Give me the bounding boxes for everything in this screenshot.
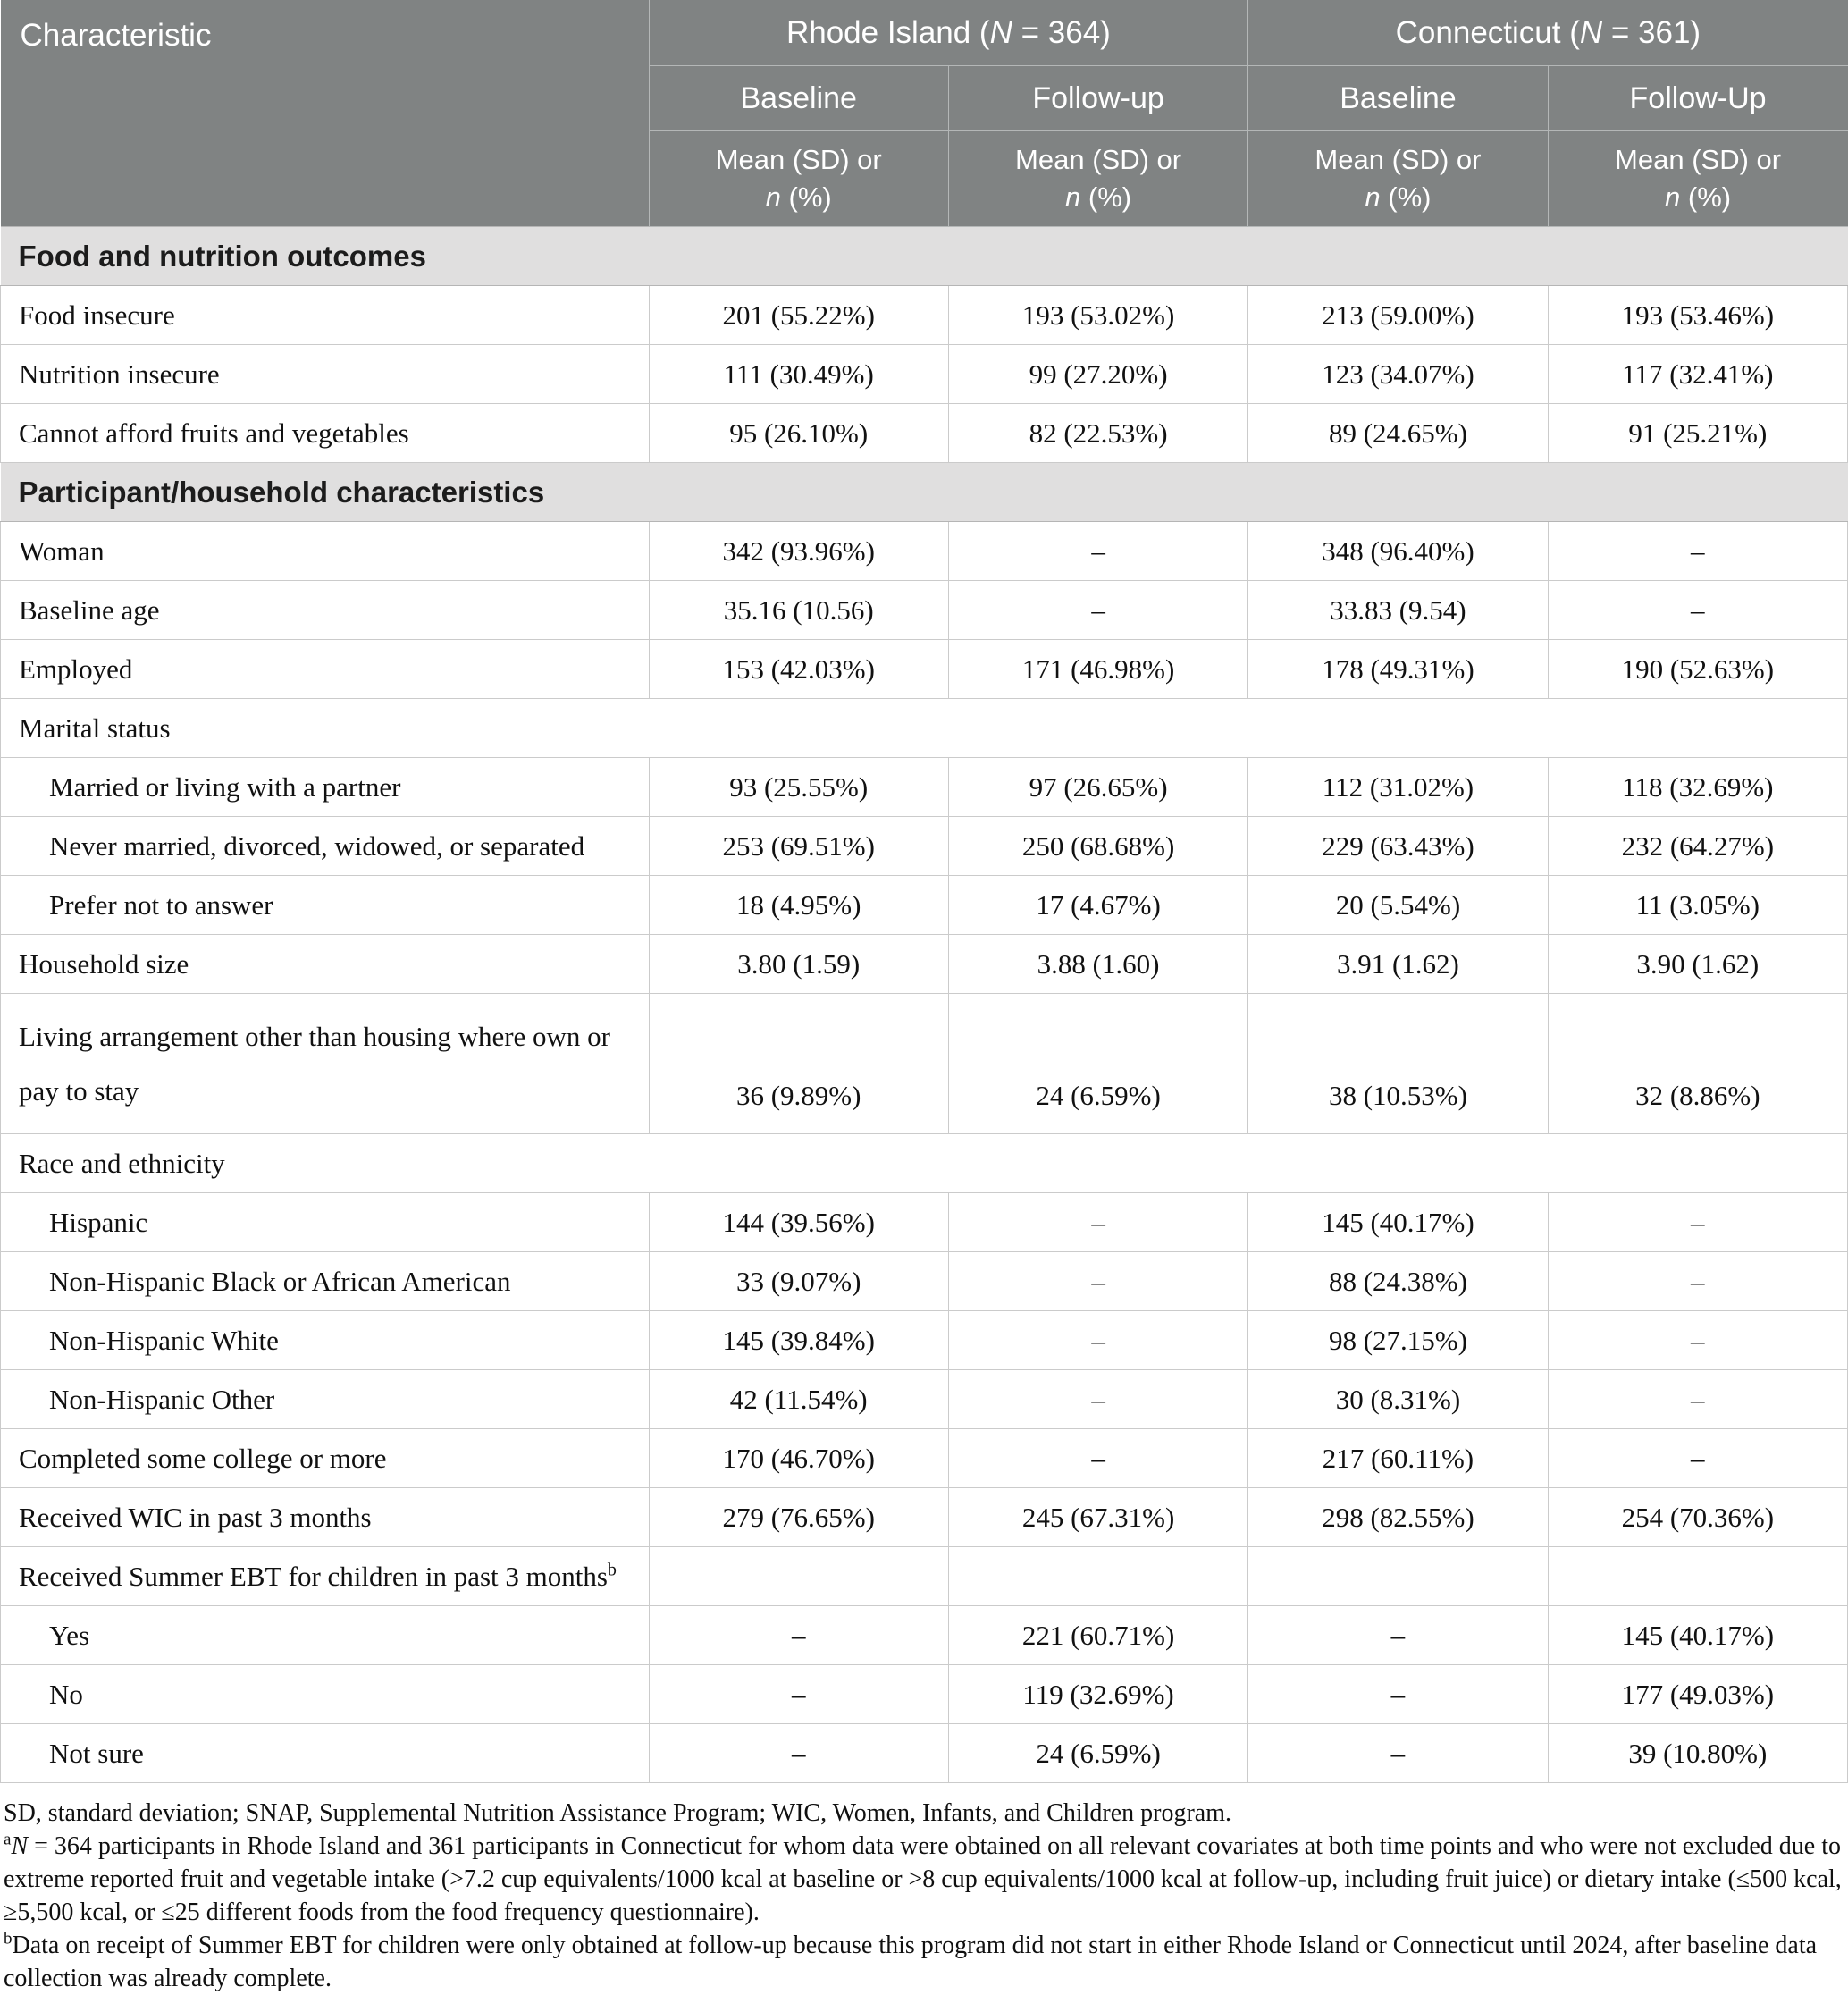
value-cell: 250 (68.68%) [948, 817, 1247, 876]
value-cell: 11 (3.05%) [1548, 876, 1847, 935]
row-label-text: Yes [49, 1619, 90, 1651]
value-cell: 119 (32.69%) [948, 1665, 1247, 1724]
value-cell: 89 (24.65%) [1248, 404, 1548, 463]
value-cell: 99 (27.20%) [948, 345, 1247, 404]
value-cell: 32 (8.86%) [1548, 994, 1847, 1134]
value-cell: 232 (64.27%) [1548, 817, 1847, 876]
row-label [1, 1606, 650, 1665]
row-label [1, 994, 650, 1134]
state-name: Rhode Island ( [785, 14, 990, 50]
footnote-italic-n: N [11, 1832, 29, 1860]
row-label [1, 758, 650, 817]
value-cell: 254 (70.36%) [1548, 1488, 1847, 1547]
value-cell: – [948, 1252, 1247, 1311]
value-cell: – [649, 1606, 948, 1665]
value-cell: 145 (39.84%) [649, 1311, 948, 1370]
table-row [1, 404, 1848, 463]
row-label-text: Non-Hispanic Black or African American [49, 1265, 511, 1297]
value-cell: 42 (11.54%) [649, 1370, 948, 1429]
value-cell: 20 (5.54%) [1248, 876, 1548, 935]
value-cell: 3.80 (1.59) [649, 935, 948, 994]
value-cell [948, 1547, 1247, 1606]
column-header-characteristic: Characteristic [1, 0, 650, 227]
stat-line-1: Mean (SD) or [1315, 144, 1482, 175]
row-label [1, 1252, 650, 1311]
stat-line-2: n (%) [1365, 181, 1432, 213]
table-row [1, 1606, 1848, 1665]
value-cell: 298 (82.55%) [1248, 1488, 1548, 1547]
table-row [1, 1193, 1848, 1252]
row-label [1, 1547, 650, 1606]
value-cell: 145 (40.17%) [1248, 1193, 1548, 1252]
row-label-text: Race and ethnicity [19, 1147, 225, 1179]
table-row [1, 1370, 1848, 1429]
section-header: Participant/household characteristics [1, 463, 1848, 522]
row-label [1, 522, 650, 581]
value-cell: 24 (6.59%) [948, 1724, 1247, 1783]
row-label-text: Living arrangement other than housing where own or pay to stay [19, 1021, 611, 1107]
table-row [1, 640, 1848, 699]
value-cell: 91 (25.21%) [1548, 404, 1847, 463]
value-cell: 30 (8.31%) [1248, 1370, 1548, 1429]
footnotes [0, 1783, 1848, 1995]
row-label-text: Non-Hispanic White [49, 1324, 279, 1356]
row-label [1, 581, 650, 640]
value-cell: 123 (34.07%) [1248, 345, 1548, 404]
value-cell: 97 (26.65%) [948, 758, 1247, 817]
value-cell: 144 (39.56%) [649, 1193, 948, 1252]
row-label-text: Married or living with a partner [49, 770, 401, 803]
column-header-ri-followup: Follow-up [948, 66, 1247, 131]
table-row [1, 817, 1848, 876]
row-label-text: Not sure [49, 1737, 144, 1769]
row-label-text: Cannot afford fruits and vegetables [19, 417, 409, 449]
table-row [1, 345, 1848, 404]
value-cell [649, 1547, 948, 1606]
row-label-text: Baseline age [19, 593, 160, 626]
value-cell: – [1548, 581, 1847, 640]
value-cell: – [649, 1724, 948, 1783]
n-count: = 361) [1602, 14, 1701, 50]
value-cell: – [1548, 1193, 1847, 1252]
table-row [1, 522, 1848, 581]
value-cell: 112 (31.02%) [1248, 758, 1548, 817]
table-row [1, 1488, 1848, 1547]
n-count: = 364) [1012, 14, 1111, 50]
column-header-stat-ri-followup [948, 131, 1247, 227]
value-cell: 348 (96.40%) [1248, 522, 1548, 581]
row-label [1, 1311, 650, 1370]
value-cell: 145 (40.17%) [1548, 1606, 1847, 1665]
value-cell: 201 (55.22%) [649, 286, 948, 345]
row-label [1, 699, 1848, 758]
footnote-marker: a [4, 1830, 12, 1849]
value-cell: 93 (25.55%) [649, 758, 948, 817]
table-row [1, 1547, 1848, 1606]
section-header: Food and nutrition outcomes [1, 227, 1848, 286]
value-cell: 177 (49.03%) [1548, 1665, 1847, 1724]
footnote-text: SD, standard deviation; SNAP, Supplemental Nutrition Assistance Program; WIC, Women, Infants, and Children program. [4, 1799, 1231, 1827]
value-cell: – [948, 1370, 1247, 1429]
value-cell: 193 (53.02%) [948, 286, 1247, 345]
row-label-text: Marital status [19, 711, 171, 744]
value-cell: 118 (32.69%) [1548, 758, 1847, 817]
row-label [1, 1370, 650, 1429]
row-label-text: Employed [19, 652, 133, 685]
row-label [1, 404, 650, 463]
value-cell: 217 (60.11%) [1248, 1429, 1548, 1488]
value-cell: 171 (46.98%) [948, 640, 1247, 699]
footnote-marker: b [4, 1929, 13, 1949]
footnote-text: Data on receipt of Summer EBT for children were only obtained at follow-up because this program did not start in either Rhode Island or Connecticut until 2024, after baseline data collection was already complete. [4, 1932, 1818, 1992]
value-cell [1548, 1547, 1847, 1606]
row-label [1, 286, 650, 345]
value-cell: – [1548, 1429, 1847, 1488]
table-row [1, 935, 1848, 994]
value-cell: 178 (49.31%) [1248, 640, 1548, 699]
footnote-marker: b [607, 1560, 617, 1580]
value-cell: – [1248, 1606, 1548, 1665]
value-cell: – [948, 1193, 1247, 1252]
value-cell: 3.88 (1.60) [948, 935, 1247, 994]
column-header-ri-baseline: Baseline [649, 66, 948, 131]
row-label-text: Food insecure [19, 299, 175, 331]
table-row [1, 758, 1848, 817]
row-label [1, 817, 650, 876]
row-label-text: Household size [19, 947, 189, 980]
row-label [1, 935, 650, 994]
row-label [1, 640, 650, 699]
row-label [1, 1429, 650, 1488]
table-row [1, 994, 1848, 1134]
row-label-text: Never married, divorced, widowed, or separated [49, 829, 585, 862]
value-cell: 221 (60.71%) [948, 1606, 1247, 1665]
footnote-a [4, 1830, 1843, 1929]
row-label-text: Completed some college or more [19, 1442, 387, 1474]
value-cell: – [1248, 1724, 1548, 1783]
stat-line-1: Mean (SD) or [1015, 144, 1182, 175]
value-cell: 39 (10.80%) [1548, 1724, 1847, 1783]
table-row [1, 286, 1848, 345]
row-label [1, 1488, 650, 1547]
value-cell: 3.90 (1.62) [1548, 935, 1847, 994]
stat-line-1: Mean (SD) or [1615, 144, 1782, 175]
row-label-text: Received WIC in past 3 months [19, 1501, 372, 1533]
n-symbol: N [1579, 14, 1603, 50]
value-cell: 24 (6.59%) [948, 994, 1247, 1134]
value-cell: 35.16 (10.56) [649, 581, 948, 640]
table-row [1, 581, 1848, 640]
value-cell: 88 (24.38%) [1248, 1252, 1548, 1311]
row-label [1, 876, 650, 935]
row-label-text: Woman [19, 535, 105, 567]
value-cell: – [649, 1665, 948, 1724]
table-row [1, 1429, 1848, 1488]
n-symbol: N [989, 14, 1012, 50]
value-cell: 253 (69.51%) [649, 817, 948, 876]
value-cell: 95 (26.10%) [649, 404, 948, 463]
stat-line-2: n (%) [1065, 181, 1132, 213]
column-header-stat-ct-followup [1548, 131, 1847, 227]
group-label-row [1, 1134, 1848, 1193]
value-cell: 213 (59.00%) [1248, 286, 1548, 345]
value-cell: – [1548, 1311, 1847, 1370]
table-row [1, 1311, 1848, 1370]
row-label [1, 1665, 650, 1724]
column-header-ct-baseline: Baseline [1248, 66, 1548, 131]
value-cell: – [948, 581, 1247, 640]
value-cell: 117 (32.41%) [1548, 345, 1847, 404]
row-label-text: Received Summer EBT for children in past 3 months [19, 1560, 608, 1592]
row-label [1, 1724, 650, 1783]
group-label-row [1, 699, 1848, 758]
table-row [1, 1665, 1848, 1724]
column-header-rhode-island [649, 0, 1248, 66]
table-body [1, 227, 1848, 1783]
value-cell: 33.83 (9.54) [1248, 581, 1548, 640]
value-cell: 170 (46.70%) [649, 1429, 948, 1488]
row-label-text: Non-Hispanic Other [49, 1383, 275, 1415]
footnote-text: = 364 participants in Rhode Island and 361 participants in Connecticut for whom data were obtained on all relevant covariates at both time points and who were not excluded due to extreme reported fruit and vegetable intake (>7.2 cup equivalents/1000 kcal at baseline or >8 cup equivalents/1000 kcal at follow-up, including fruit juice) or dietary intake (≤500 kcal, ≥5,500 kcal, or ≤25 different foods from the food frequency questionnaire). [4, 1832, 1842, 1926]
value-cell: – [948, 522, 1247, 581]
value-cell: – [1248, 1665, 1548, 1724]
column-header-connecticut [1248, 0, 1848, 66]
row-label-text: No [49, 1678, 83, 1710]
table-header [1, 0, 1848, 227]
column-header-stat-ri-baseline [649, 131, 948, 227]
row-label-text: Hispanic [49, 1206, 148, 1238]
column-header-stat-ct-baseline [1248, 131, 1548, 227]
row-label-text: Nutrition insecure [19, 358, 220, 390]
value-cell: 190 (52.63%) [1548, 640, 1847, 699]
value-cell: 193 (53.46%) [1548, 286, 1847, 345]
row-label [1, 1134, 1848, 1193]
value-cell: – [948, 1429, 1247, 1488]
stat-line-2: n (%) [1665, 181, 1732, 213]
row-label [1, 345, 650, 404]
value-cell: 18 (4.95%) [649, 876, 948, 935]
value-cell: 279 (76.65%) [649, 1488, 948, 1547]
value-cell: 153 (42.03%) [649, 640, 948, 699]
value-cell: – [1548, 522, 1847, 581]
value-cell: 17 (4.67%) [948, 876, 1247, 935]
value-cell: 229 (63.43%) [1248, 817, 1548, 876]
section-header-row [1, 463, 1848, 522]
section-header-row [1, 227, 1848, 286]
table-row [1, 876, 1848, 935]
table-row [1, 1724, 1848, 1783]
value-cell: – [1548, 1252, 1847, 1311]
footnote-b [4, 1929, 1843, 1995]
value-cell: 36 (9.89%) [649, 994, 948, 1134]
row-label [1, 1193, 650, 1252]
footnote-abbreviations [4, 1797, 1843, 1830]
value-cell: 3.91 (1.62) [1248, 935, 1548, 994]
value-cell: 342 (93.96%) [649, 522, 948, 581]
value-cell: 33 (9.07%) [649, 1252, 948, 1311]
value-cell: 38 (10.53%) [1248, 994, 1548, 1134]
value-cell [1248, 1547, 1548, 1606]
stat-line-2: n (%) [765, 181, 832, 213]
value-cell: – [948, 1311, 1247, 1370]
value-cell: 82 (22.53%) [948, 404, 1247, 463]
table-row [1, 1252, 1848, 1311]
value-cell: 245 (67.31%) [948, 1488, 1247, 1547]
state-name: Connecticut ( [1395, 14, 1580, 50]
column-header-ct-followup: Follow-Up [1548, 66, 1847, 131]
value-cell: 111 (30.49%) [649, 345, 948, 404]
value-cell: 98 (27.15%) [1248, 1311, 1548, 1370]
stat-line-1: Mean (SD) or [715, 144, 882, 175]
row-label-text: Prefer not to answer [49, 888, 273, 921]
value-cell: – [1548, 1370, 1847, 1429]
